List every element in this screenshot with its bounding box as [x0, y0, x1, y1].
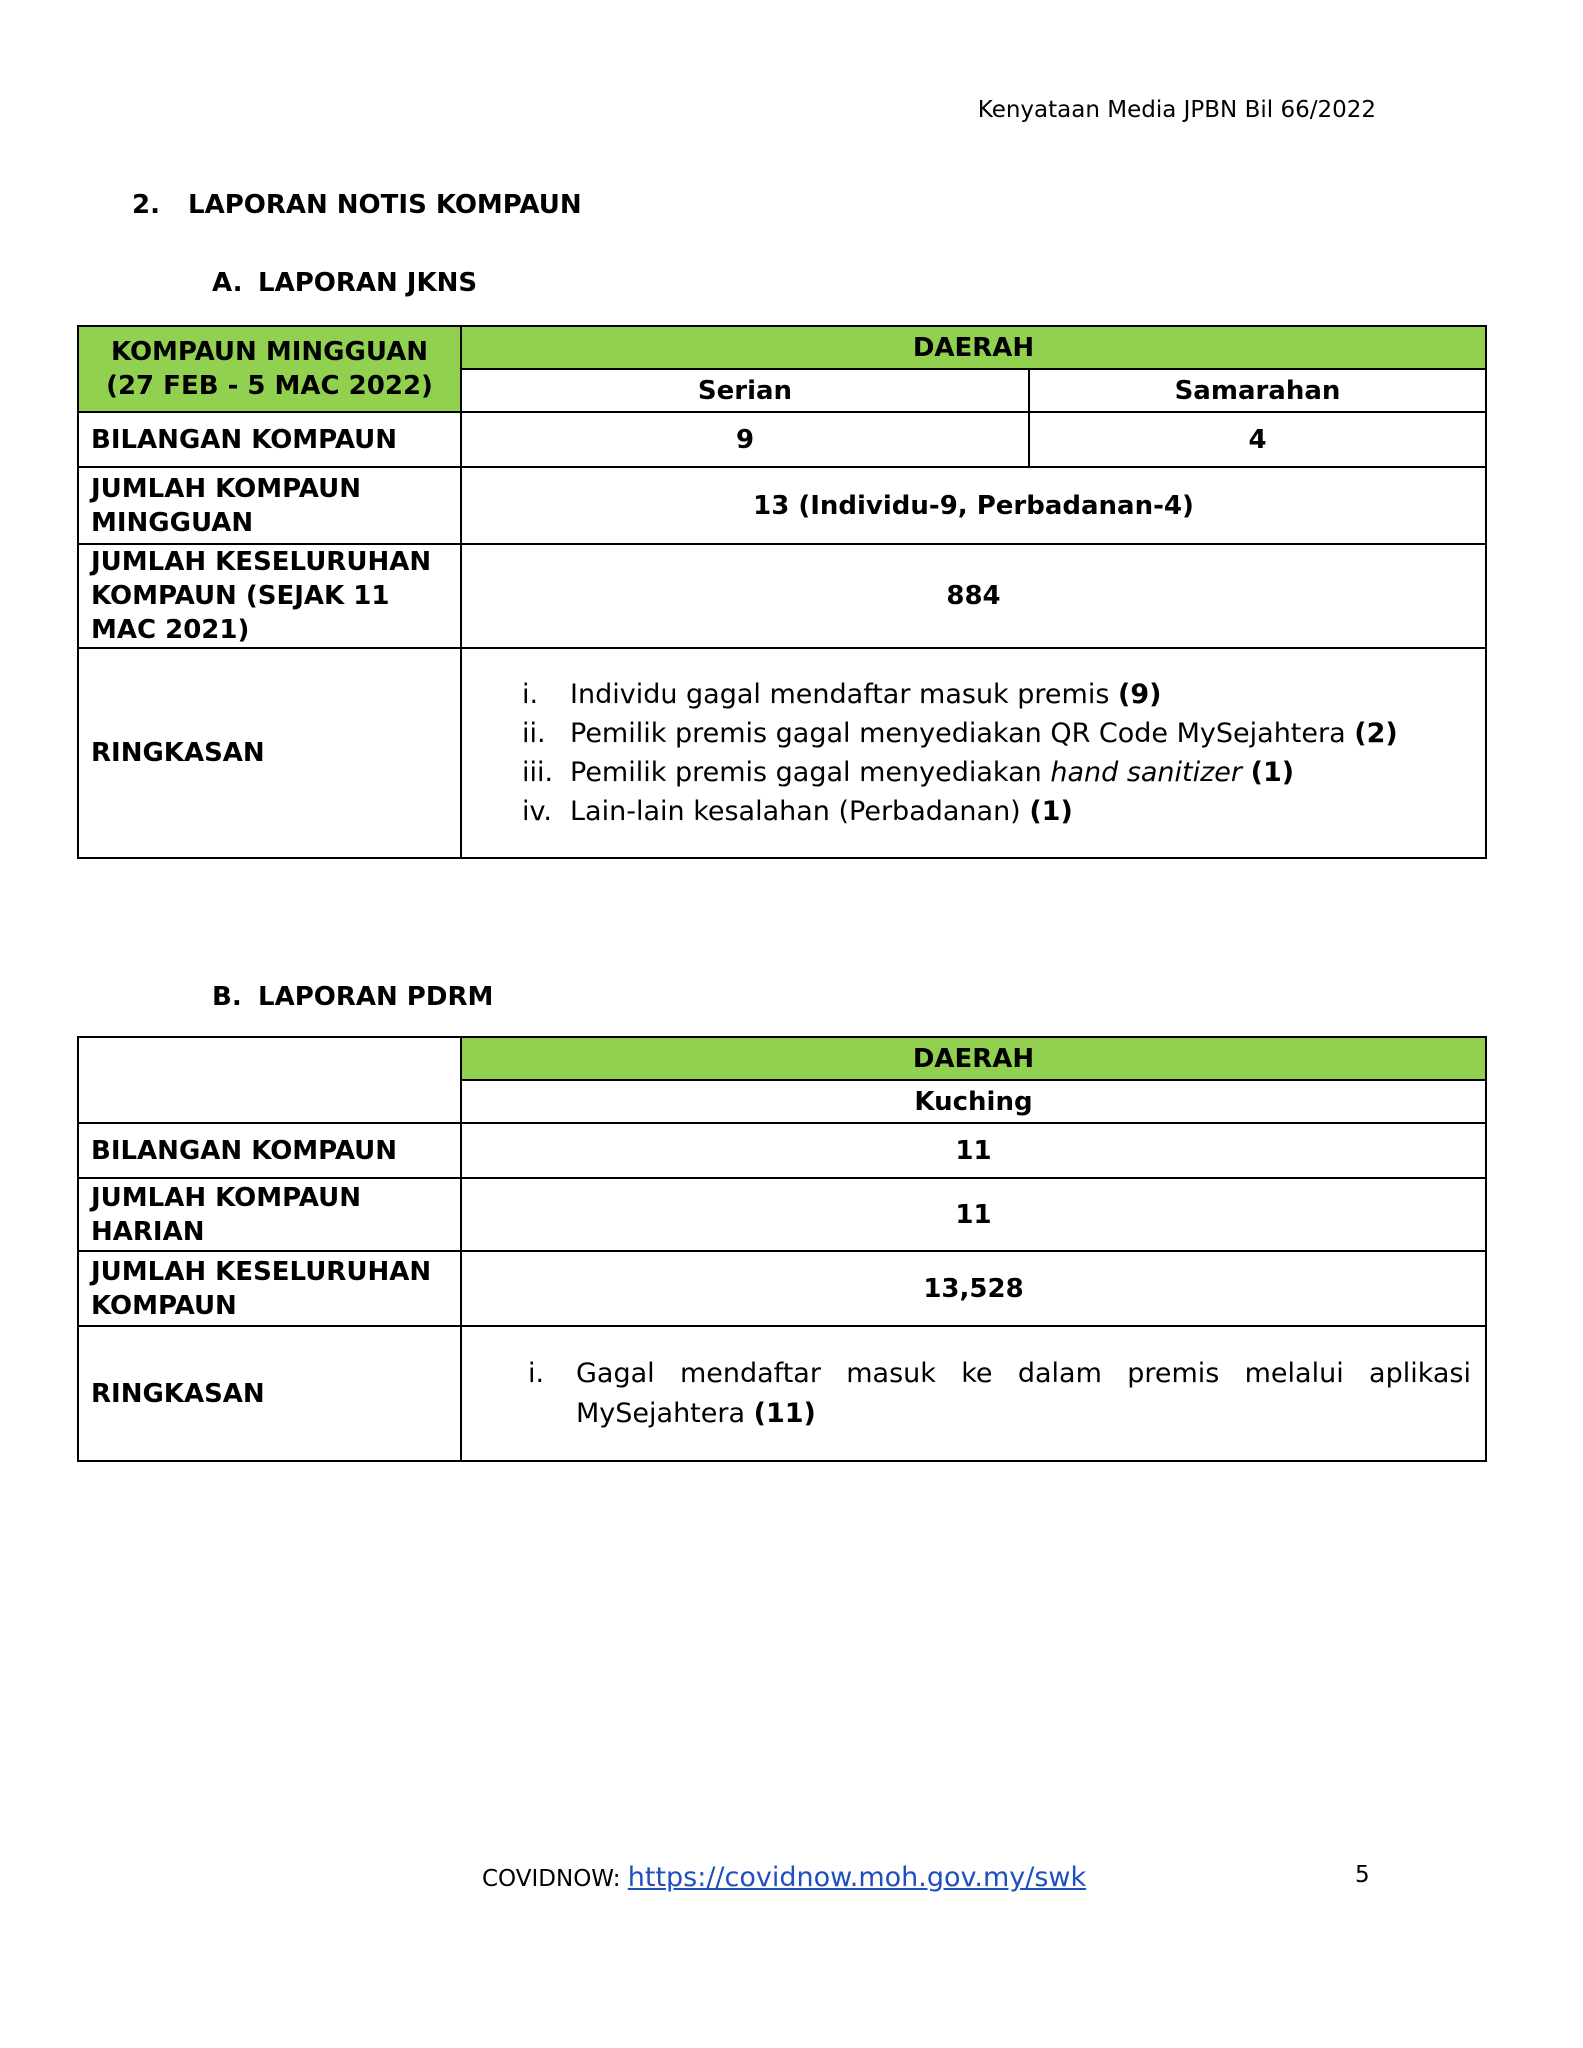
- jkns-district-serian: Serian: [461, 369, 1029, 412]
- jkns-keseluruhan-label: JUMLAH KESELURUHAN KOMPAUN (SEJAK 11 MAC 2021): [78, 544, 461, 648]
- list-item: i. Gagal mendaftar masuk ke dalam premis melalui aplikasi MySejahtera (11): [528, 1357, 1471, 1429]
- jkns-mingguan-label: JUMLAH KOMPAUN MINGGUAN: [78, 467, 461, 544]
- pdrm-title-text: LAPORAN PDRM: [258, 982, 494, 1012]
- pdrm-daerah-header: DAERAH: [461, 1037, 1486, 1080]
- covidnow-note: [482, 1862, 1086, 1893]
- jkns-ringkasan-cell: [461, 648, 1486, 858]
- list-item: i. Individu gagal mendaftar masuk premis (9): [522, 679, 1162, 710]
- list-item: iv. Lain-lain kesalahan (Perbadanan) (1): [522, 796, 1073, 827]
- pdrm-letter: B.: [212, 982, 242, 1012]
- jkns-bilangan-samarahan: 4: [1029, 412, 1486, 467]
- section-number: 2.: [132, 190, 160, 220]
- page-number: 5: [1355, 1862, 1370, 1888]
- pdrm-ringkasan-label: RINGKASAN: [78, 1326, 461, 1461]
- jkns-district-samarahan: Samarahan: [1029, 369, 1486, 412]
- list-item: iii. Pemilik premis gagal menyediakan hand sanitizer (1): [522, 757, 1295, 788]
- pdrm-corner-cell: [78, 1037, 461, 1123]
- header-note: Kenyataan Media JPBN Bil 66/2022: [977, 97, 1376, 123]
- jkns-ringkasan-list: [522, 675, 1473, 831]
- pdrm-harian-label: JUMLAH KOMPAUN HARIAN: [78, 1178, 461, 1251]
- covidnow-label: COVIDNOW:: [482, 1866, 628, 1892]
- section-title-text: LAPORAN NOTIS KOMPAUN: [188, 190, 582, 220]
- jkns-title-text: LAPORAN JKNS: [258, 268, 478, 298]
- pdrm-district-kuching: Kuching: [461, 1080, 1486, 1123]
- list-item: ii. Pemilik premis gagal menyediakan QR Code MySejahtera (2): [522, 718, 1398, 749]
- covidnow-link[interactable]: https://covidnow.moh.gov.my/swk: [627, 1862, 1087, 1893]
- jkns-mingguan-value: 13 (Individu-9, Perbadanan-4): [461, 467, 1486, 544]
- pdrm-keseluruhan-value: 13,528: [461, 1251, 1486, 1326]
- jkns-keseluruhan-value: 884: [461, 544, 1486, 648]
- jkns-table: [77, 325, 1487, 859]
- pdrm-bilangan-label: BILANGAN KOMPAUN: [78, 1123, 461, 1178]
- pdrm-ringkasan-cell: [461, 1326, 1486, 1461]
- section-title: [132, 190, 582, 220]
- jkns-daerah-header: DAERAH: [461, 326, 1486, 369]
- pdrm-harian-value: 11: [461, 1178, 1486, 1251]
- pdrm-bilangan-value: 11: [461, 1123, 1486, 1178]
- pdrm-keseluruhan-label: JUMLAH KESELURUHAN KOMPAUN: [78, 1251, 461, 1326]
- jkns-bilangan-serian: 9: [461, 412, 1029, 467]
- pdrm-table: [77, 1036, 1487, 1462]
- jkns-bilangan-label: BILANGAN KOMPAUN: [78, 412, 461, 467]
- jkns-ringkasan-label: RINGKASAN: [78, 648, 461, 858]
- jkns-corner-cell: [78, 326, 461, 412]
- jkns-title: [212, 268, 477, 298]
- jkns-corner-line2: (27 FEB - 5 MAC 2022): [106, 371, 433, 401]
- jkns-corner-line1: KOMPAUN MINGGUAN: [110, 337, 429, 367]
- pdrm-title: [212, 982, 493, 1012]
- jkns-letter: A.: [212, 268, 243, 298]
